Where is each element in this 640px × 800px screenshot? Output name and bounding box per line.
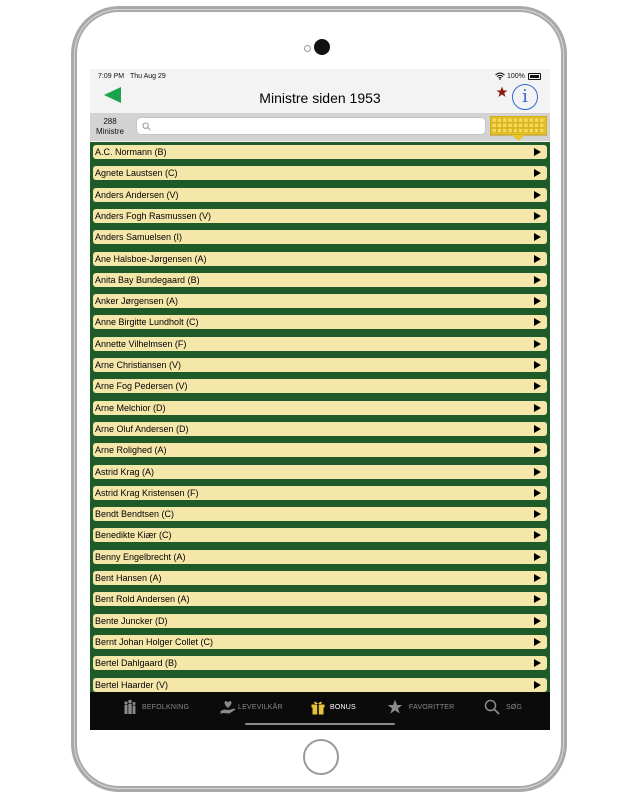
chevron-right-icon [534, 169, 541, 177]
list-item-label: Arne Fog Pedersen (V) [95, 381, 188, 392]
chevron-right-icon [534, 297, 541, 305]
list-item[interactable] [93, 678, 547, 692]
chevron-right-icon [534, 638, 541, 646]
list-item[interactable] [93, 528, 547, 542]
chevron-right-icon [534, 531, 541, 539]
home-indicator [245, 723, 395, 725]
tab-befolkning[interactable] [120, 692, 190, 722]
favorite-star-icon[interactable] [496, 86, 508, 98]
minister-list [90, 142, 550, 692]
search-icon [142, 122, 151, 131]
page-title: Ministre siden 1953 [259, 90, 381, 106]
list-item[interactable] [93, 230, 547, 244]
list-item-label: Anders Samuelsen (I) [95, 232, 183, 243]
app-screen [90, 69, 550, 730]
list-item[interactable] [93, 252, 547, 266]
chevron-right-icon [534, 468, 541, 476]
list-item-label: Agnete Laustsen (C) [95, 168, 178, 179]
minister-count-label: Ministre [95, 127, 124, 136]
list-item-label: Bent Hansen (A) [95, 573, 162, 583]
navigation-bar [90, 83, 550, 113]
tab-bonus[interactable] [310, 692, 370, 722]
chevron-right-icon [534, 617, 541, 625]
list-item-label: Bernt Johan Holger Collet (C) [95, 636, 214, 647]
chevron-right-icon [534, 574, 541, 582]
list-item[interactable] [93, 209, 547, 223]
chevron-right-icon [534, 148, 541, 156]
list-item[interactable] [93, 571, 547, 585]
tab-label: FAVORITTER [409, 704, 455, 711]
status-time: 7:09 PM [98, 73, 125, 80]
list-item[interactable] [93, 443, 547, 457]
chevron-right-icon [534, 191, 541, 199]
list-item[interactable] [93, 656, 547, 670]
chevron-right-icon [534, 404, 541, 412]
list-item-label: Anders Andersen (V) [95, 189, 179, 200]
tab-bar [90, 692, 550, 730]
list-item[interactable] [93, 550, 547, 564]
list-item-label: Bendt Bendtsen (C) [95, 509, 175, 520]
list-item[interactable] [93, 273, 547, 287]
chevron-right-icon [534, 382, 541, 390]
chevron-right-icon [534, 681, 541, 689]
list-item[interactable] [93, 315, 547, 329]
chevron-right-icon [534, 361, 541, 369]
tab-favoritter[interactable] [387, 692, 457, 722]
list-item[interactable] [93, 358, 547, 372]
list-item-label: Benny Engelbrecht (A) [95, 551, 186, 562]
chevron-right-icon [534, 446, 541, 454]
list-item-label: Bertel Dahlgaard (B) [95, 658, 178, 669]
keyboard-icon[interactable] [490, 116, 547, 141]
list-item-label: Arne Melchior (D) [95, 402, 166, 413]
list-item[interactable] [93, 465, 547, 479]
list-item-label: Arne Christiansen (V) [95, 360, 182, 370]
search-icon [484, 699, 500, 715]
tab-levevilkar[interactable] [218, 692, 288, 722]
list-item[interactable] [93, 422, 547, 436]
list-item-label: Anita Bay Bundegaard (B) [95, 274, 200, 285]
list-item[interactable] [93, 145, 547, 159]
chevron-right-icon [534, 553, 541, 561]
list-item-label: A.C. Normann (B) [95, 147, 167, 157]
chevron-right-icon [534, 212, 541, 220]
minister-count: 288 [103, 117, 117, 126]
wifi-icon [495, 72, 505, 80]
tab-label: LEVEVILKÅR [238, 704, 283, 711]
star-icon [387, 699, 403, 715]
list-item[interactable] [93, 401, 547, 415]
gift-icon [310, 699, 326, 715]
search-bar [90, 113, 550, 141]
list-item-label: Arne Rolighed (A) [95, 445, 167, 456]
chevron-right-icon [534, 276, 541, 284]
list-item[interactable] [93, 507, 547, 521]
status-date: Thu Aug 29 [130, 73, 166, 80]
chevron-right-icon [534, 425, 541, 433]
people-icon [122, 699, 138, 715]
list-item[interactable] [93, 486, 547, 500]
list-item-label: Bertel Haarder (V) [95, 679, 169, 690]
tab-sog[interactable] [484, 692, 534, 722]
list-item-label: Ane Halsboe-Jørgensen (A) [95, 253, 207, 264]
info-icon[interactable]: i [512, 84, 538, 110]
list-item[interactable] [93, 592, 547, 606]
tab-label: BEFOLKNING [142, 704, 190, 711]
list-item-label: Anne Birgitte Lundholt (C) [95, 317, 199, 328]
chevron-right-icon [534, 340, 541, 348]
list-item-label: Bente Juncker (D) [95, 615, 168, 626]
list-item[interactable] [93, 379, 547, 393]
home-button[interactable] [303, 739, 339, 775]
tab-label: BONUS [330, 704, 356, 711]
front-camera [314, 39, 330, 55]
list-item[interactable] [93, 614, 547, 628]
list-item-label: Benedikte Kiær (C) [95, 530, 172, 541]
hand-heart-icon [220, 699, 236, 715]
battery-icon [528, 73, 541, 80]
battery-percentage: 100% [507, 73, 525, 80]
chevron-right-icon [534, 318, 541, 326]
list-item-label: Anders Fogh Rasmussen (V) [95, 210, 212, 221]
list-item-label: Anker Jørgensen (A) [95, 296, 179, 307]
list-item[interactable] [93, 337, 547, 351]
list-item-label: Arne Oluf Andersen (D) [95, 423, 189, 434]
list-item-label: Astrid Krag (A) [95, 466, 155, 477]
status-bar [90, 69, 550, 83]
chevron-right-icon [534, 510, 541, 518]
chevron-right-icon [534, 489, 541, 497]
chevron-right-icon [534, 255, 541, 263]
chevron-right-icon [534, 659, 541, 667]
list-item[interactable] [93, 635, 547, 649]
chevron-right-icon [534, 233, 541, 241]
list-item[interactable] [93, 294, 547, 308]
front-sensor [304, 45, 311, 52]
list-item-label: Bent Rold Andersen (A) [95, 594, 190, 605]
list-item-label: Astrid Krag Kristensen (F) [95, 487, 199, 498]
list-item[interactable] [93, 166, 547, 180]
list-item[interactable] [93, 188, 547, 202]
list-item-label: Annette Vilhelmsen (F) [95, 338, 187, 349]
search-input[interactable] [136, 117, 486, 135]
chevron-right-icon [534, 595, 541, 603]
tab-label: SØG [506, 704, 523, 711]
